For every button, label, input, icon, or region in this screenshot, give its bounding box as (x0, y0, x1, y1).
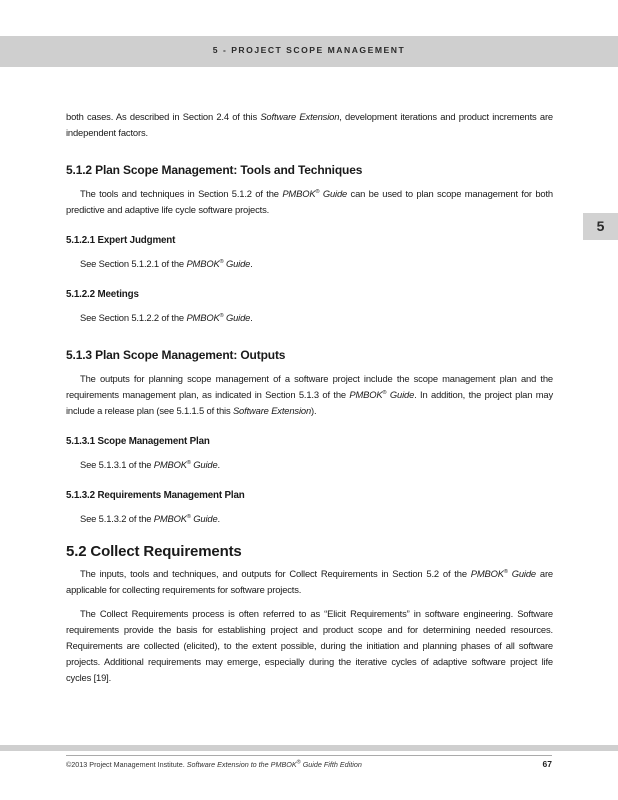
footer-rule (66, 755, 552, 756)
paragraph-5-1-2: The tools and techniques in Section 5.1.2 of the PMBOK® Guide can be used to plan scope management for both predictive and adaptive life cycle software projects. (66, 188, 553, 215)
heading-5-1-3: 5.1.3 Plan Scope Management: Outputs (66, 348, 286, 362)
footer-bar (0, 745, 618, 751)
footer-copyright: ©2013 Project Management Institute. Software Extension to the PMBOK® Guide Fifth Edition (66, 759, 362, 769)
paragraph-5-2-body: The Collect Requirements process is often referred to as “Elicit Requirements” in software engineering. Software requirements provide the basis for establishing project and product scope and for determining needed resources. Requirements are collected (elicited), to the extent possible, during the initiation and planning phases of all software projects. Additional requirements may emerge, especially during the iterative cycles of adaptive software project life cycles [19]. (66, 608, 553, 683)
intro-paragraph: both cases. As described in Section 2.4 of this Software Extension, development iterations and product increments are independent factors. (66, 111, 553, 138)
running-header-title: 5 - PROJECT SCOPE MANAGEMENT (212, 45, 406, 55)
chapter-tab: 5 (583, 213, 618, 240)
paragraph-5-1-3-2: See 5.1.3.2 of the PMBOK® Guide. (80, 513, 221, 524)
page-body (66, 109, 553, 686)
paragraph-5-1-2-1: See Section 5.1.2.1 of the PMBOK® Guide. (80, 258, 253, 269)
heading-5-1-2-2: 5.1.2.2 Meetings (66, 289, 139, 300)
heading-5-2: 5.2 Collect Requirements (66, 543, 242, 560)
paragraph-5-1-2-2: See Section 5.1.2.2 of the PMBOK® Guide. (80, 312, 253, 323)
heading-5-1-2: 5.1.2 Plan Scope Management: Tools and Techniques (66, 163, 363, 177)
page-number: 67 (542, 759, 552, 769)
heading-5-1-3-1: 5.1.3.1 Scope Management Plan (66, 436, 210, 447)
paragraph-5-1-3-1: See 5.1.3.1 of the PMBOK® Guide. (80, 459, 221, 470)
paragraph-5-1-3: The outputs for planning scope management of a software project include the scope management plan and the requirements management plan, as indicated in Section 5.1.3 of the PMBOK® Guide. In addition, the project plan may include a release plan (see 5.1.1.5 of this Software Extension). (66, 373, 553, 416)
heading-5-1-2-1: 5.1.2.1 Expert Judgment (66, 235, 176, 246)
heading-5-1-3-2: 5.1.3.2 Requirements Management Plan (66, 490, 245, 501)
paragraph-5-2-intro: The inputs, tools and techniques, and outputs for Collect Requirements in Section 5.2 of the PMBOK® Guide are applicable for collecting requirements for software projects. (66, 568, 553, 595)
